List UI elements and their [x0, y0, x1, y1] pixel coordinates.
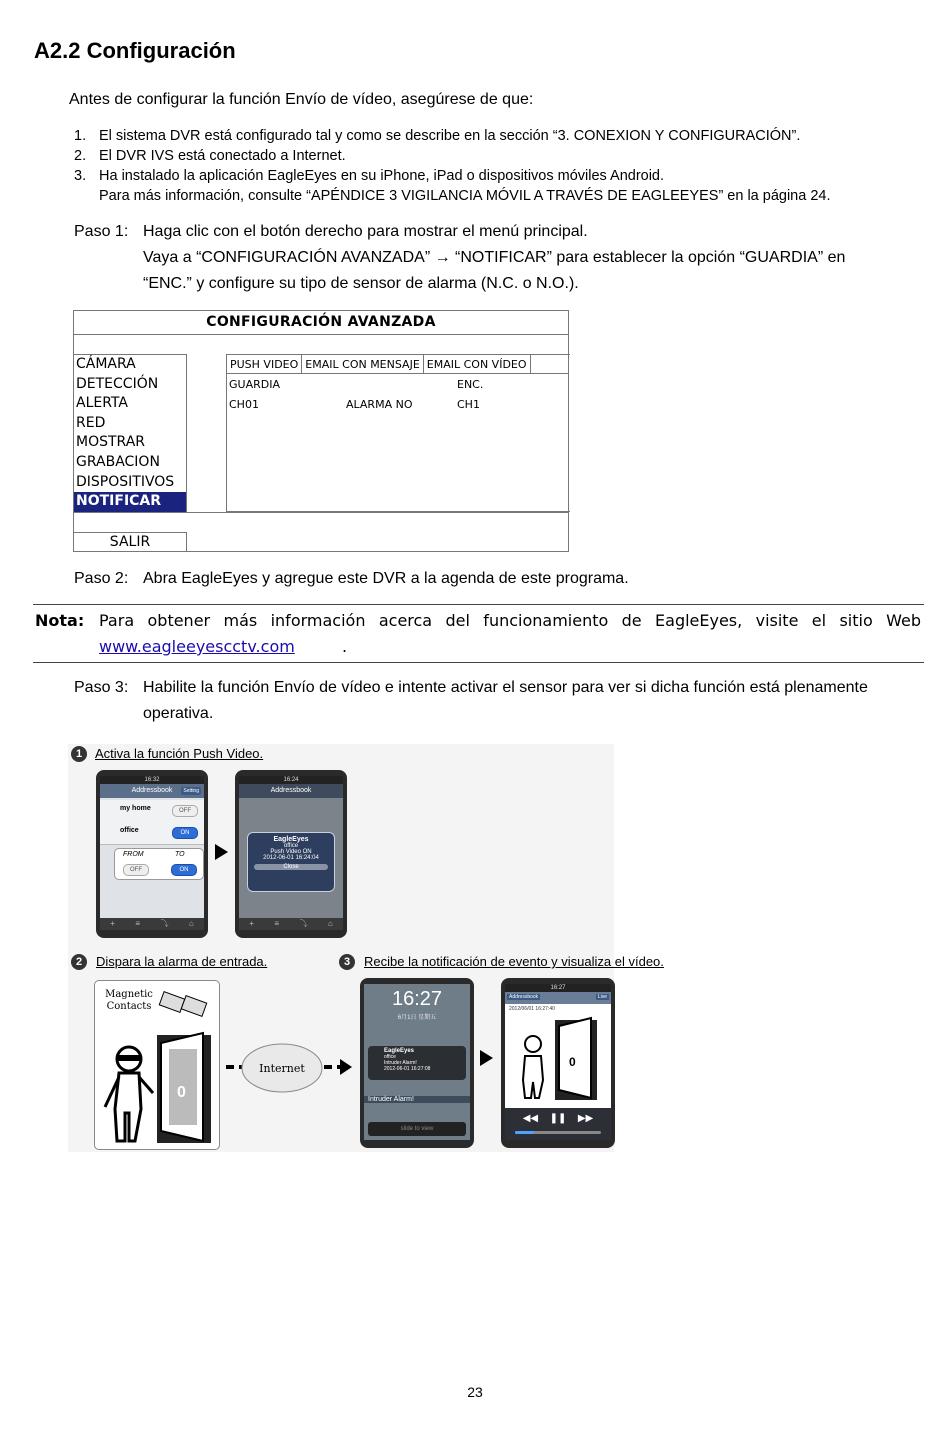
menu-item-camara[interactable]: CÁMARA	[76, 356, 136, 372]
menu-item-alerta[interactable]: ALERTA	[76, 395, 128, 412]
phone-3-date: 6月1日 星期五	[397, 1015, 437, 1021]
guardia-value[interactable]: ENC.	[457, 378, 484, 391]
phone-3-clock: 16:27	[391, 988, 443, 1010]
phone-2-popup-line2: Push Video ON	[270, 849, 312, 855]
sensor-label: Magnetic Contacts	[105, 989, 153, 1012]
step-2-text: Abra EagleEyes y agregue este DVR a la agenda de este programa.	[143, 570, 629, 587]
step-1-line2: Vaya a “CONFIGURACIÓN AVANZADA” → “NOTIFICAR” para establecer la opción “GUARDIA” en	[143, 249, 846, 266]
arrow-right-icon	[215, 844, 228, 860]
caption-3: Recibe la notificación de evento y visualiza el vídeo.	[364, 954, 664, 969]
notify-tabs	[227, 355, 531, 374]
phone-2-title: Addressbook	[239, 784, 343, 798]
step-1-line3: “ENC.” y configure su tipo de sensor de alarma (N.C. o N.O.).	[143, 275, 579, 292]
phone-1-row-office[interactable]	[100, 822, 204, 845]
phone-2-popup	[247, 832, 335, 892]
arrow-right-icon-2	[480, 1050, 493, 1066]
phone-2	[235, 770, 347, 938]
phone-1-office-switch[interactable]: ON	[172, 827, 198, 839]
dvr-advanced-config-menu	[73, 310, 569, 552]
rewind-icon[interactable]: ◀◀	[522, 1113, 539, 1124]
intrusion-panel	[94, 980, 220, 1150]
magnetic-sensor-icon	[157, 985, 211, 1019]
menu-item-notificar[interactable]: NOTIFICAR	[74, 492, 186, 512]
phone-3-notif-title: EagleEyes	[384, 1048, 415, 1054]
note-text: Para obtener más información acerca del funcionamiento de EagleEyes, visite el sitio Web	[99, 611, 921, 630]
list-num-1: 1.	[74, 128, 87, 144]
row-guardia	[227, 375, 570, 395]
step-badge-2: 2	[71, 954, 87, 970]
ch01-channel[interactable]: CH1	[457, 398, 480, 411]
step-badge-1: 1	[71, 746, 87, 762]
phone-1-row-office-label: office	[120, 827, 139, 834]
intro-text: Antes de configurar la función Envío de vídeo, asegúrese de que:	[69, 91, 534, 108]
phone-4-back-button[interactable]: Addressbook	[509, 994, 539, 1000]
phone-1	[96, 770, 208, 938]
step-3-line1: Habilite la función Envío de vídeo e intente activar el sensor para ver si dicha función está plenamente	[143, 679, 868, 696]
list-num-3: 3.	[74, 168, 87, 184]
tab-push-video[interactable]: PUSH VIDEO	[227, 355, 302, 374]
page-number: 23	[467, 1384, 483, 1400]
tab-underline	[226, 373, 568, 374]
phone-3-notif-line2: Intruder Alarm!	[384, 1060, 417, 1066]
phone-2-popup-line3: 2012-06-01 16:24:04	[263, 855, 319, 861]
menu-item-mostrar[interactable]: MOSTRAR	[76, 434, 146, 451]
note-tail: .	[342, 637, 348, 656]
menu-item-red[interactable]: RED	[76, 414, 106, 431]
note-box	[33, 604, 924, 663]
step-2-label: Paso 2:	[74, 570, 129, 587]
phone-3-notif-line1: office	[384, 1054, 396, 1060]
section-heading: A2.2 Configuración	[34, 38, 236, 63]
phone-2-popup-line1: office	[283, 843, 299, 849]
ch01-label: CH01	[229, 398, 259, 411]
phone-4-player-controls	[505, 1108, 611, 1140]
caption-1: Activa la función Push Video.	[95, 746, 264, 761]
phone-4-stamp: 2012/06/01 16:27:40	[509, 1006, 555, 1012]
notify-panel	[226, 354, 570, 512]
step-badge-3: 3	[339, 954, 355, 970]
phone-4-time: 16:27	[505, 984, 611, 992]
ch01-alarm-type[interactable]: ALARMA NO	[346, 398, 413, 411]
phone-2-toolbar: + ≡ ⤵ ⌂	[239, 918, 343, 930]
phone-1-toolbar: + ≡ ⤵ ⌂	[100, 918, 204, 930]
phone-4-navbar	[505, 992, 611, 1004]
menu-item-deteccion[interactable]: DETECCIÓN	[76, 375, 159, 392]
phone-1-to-switch[interactable]: ON	[171, 864, 197, 876]
phone-1-schedule	[114, 848, 204, 880]
phone-1-from: FROM	[123, 851, 144, 858]
burglar-door-icon	[99, 1029, 215, 1147]
exit-button[interactable]: SALIR	[74, 532, 187, 552]
tab-email-video[interactable]: EMAIL CON VÍDEO	[424, 355, 531, 374]
phone-3-notification[interactable]	[368, 1046, 466, 1080]
phone-4-progress[interactable]	[515, 1131, 601, 1134]
step-3-label: Paso 3:	[74, 679, 129, 696]
phone-3-banner: Intruder Alarm!	[364, 1096, 470, 1103]
phone-1-title: Addressbook	[100, 784, 204, 798]
phone-1-time: 16:32	[100, 776, 204, 784]
push-video-illustration	[68, 744, 664, 1152]
phone-2-popup-title: EagleEyes	[273, 836, 309, 843]
phone-1-setting[interactable]: Setting	[183, 788, 199, 794]
phone-4	[501, 978, 615, 1148]
phone-1-to: TO	[175, 851, 185, 858]
list-item-3-more: Para más información, consulte “APÉNDICE 3 VIGILANCIA MÓVIL A TRAVÉS DE EAGLEEYES” en la página 24.	[99, 188, 831, 204]
guardia-label: GUARDIA	[229, 378, 280, 391]
phone-1-row-home[interactable]	[100, 800, 204, 823]
burglar-video-icon	[511, 1014, 605, 1104]
step-3-line2: operativa.	[143, 705, 214, 722]
list-num-2: 2.	[74, 148, 87, 164]
phone-3	[360, 978, 474, 1148]
row-ch01	[227, 395, 570, 415]
list-item-2: El DVR IVS está conectado a Internet.	[99, 148, 346, 164]
dvr-menu-list	[74, 354, 187, 512]
phone-3-notif-line3: 2012-06-01 16:27:08	[384, 1066, 431, 1072]
forward-icon[interactable]: ▶▶	[577, 1113, 594, 1124]
dvr-menu-title: CONFIGURACIÓN AVANZADA	[74, 311, 568, 335]
phone-1-from-switch[interactable]: OFF	[123, 864, 149, 876]
step-1-label: Paso 1:	[74, 223, 129, 240]
phone-3-slider[interactable]: slide to view	[368, 1122, 466, 1136]
menu-item-dispositivos[interactable]: DISPOSITIVOS	[76, 473, 175, 490]
eagleeyes-link[interactable]: www.eagleeyescctv.com	[99, 637, 295, 656]
menu-divider	[74, 512, 568, 513]
menu-item-grabacion[interactable]: GRABACION	[76, 453, 160, 470]
svg-text:0: 0	[569, 1055, 576, 1069]
phone-1-row-home-label: my home	[120, 805, 151, 812]
list-item-1: El sistema DVR está configurado tal y como se describe en la sección “3. CONEXION Y CONFIGURACIÓN”.	[99, 128, 801, 144]
svg-text:0: 0	[177, 1084, 186, 1101]
caption-2: Dispara la alarma de entrada.	[96, 954, 268, 969]
phone-1-home-switch[interactable]: OFF	[172, 805, 198, 817]
phone-2-close-button[interactable]: Close	[254, 864, 328, 870]
tab-email-mensaje[interactable]: EMAIL CON MENSAJE	[302, 355, 423, 374]
pause-icon[interactable]: ❚❚	[549, 1113, 567, 1124]
phone-4-live-button[interactable]: Live	[597, 994, 607, 1000]
phone-2-time: 16:24	[239, 776, 343, 784]
list-item-3: Ha instalado la aplicación EagleEyes en su iPhone, iPad o dispositivos móviles Android.	[99, 168, 665, 184]
cloud-label: Internet	[259, 1062, 305, 1075]
note-label: Nota:	[35, 611, 85, 630]
step-1-line1: Haga clic con el botón derecho para mostrar el menú principal.	[143, 223, 588, 240]
